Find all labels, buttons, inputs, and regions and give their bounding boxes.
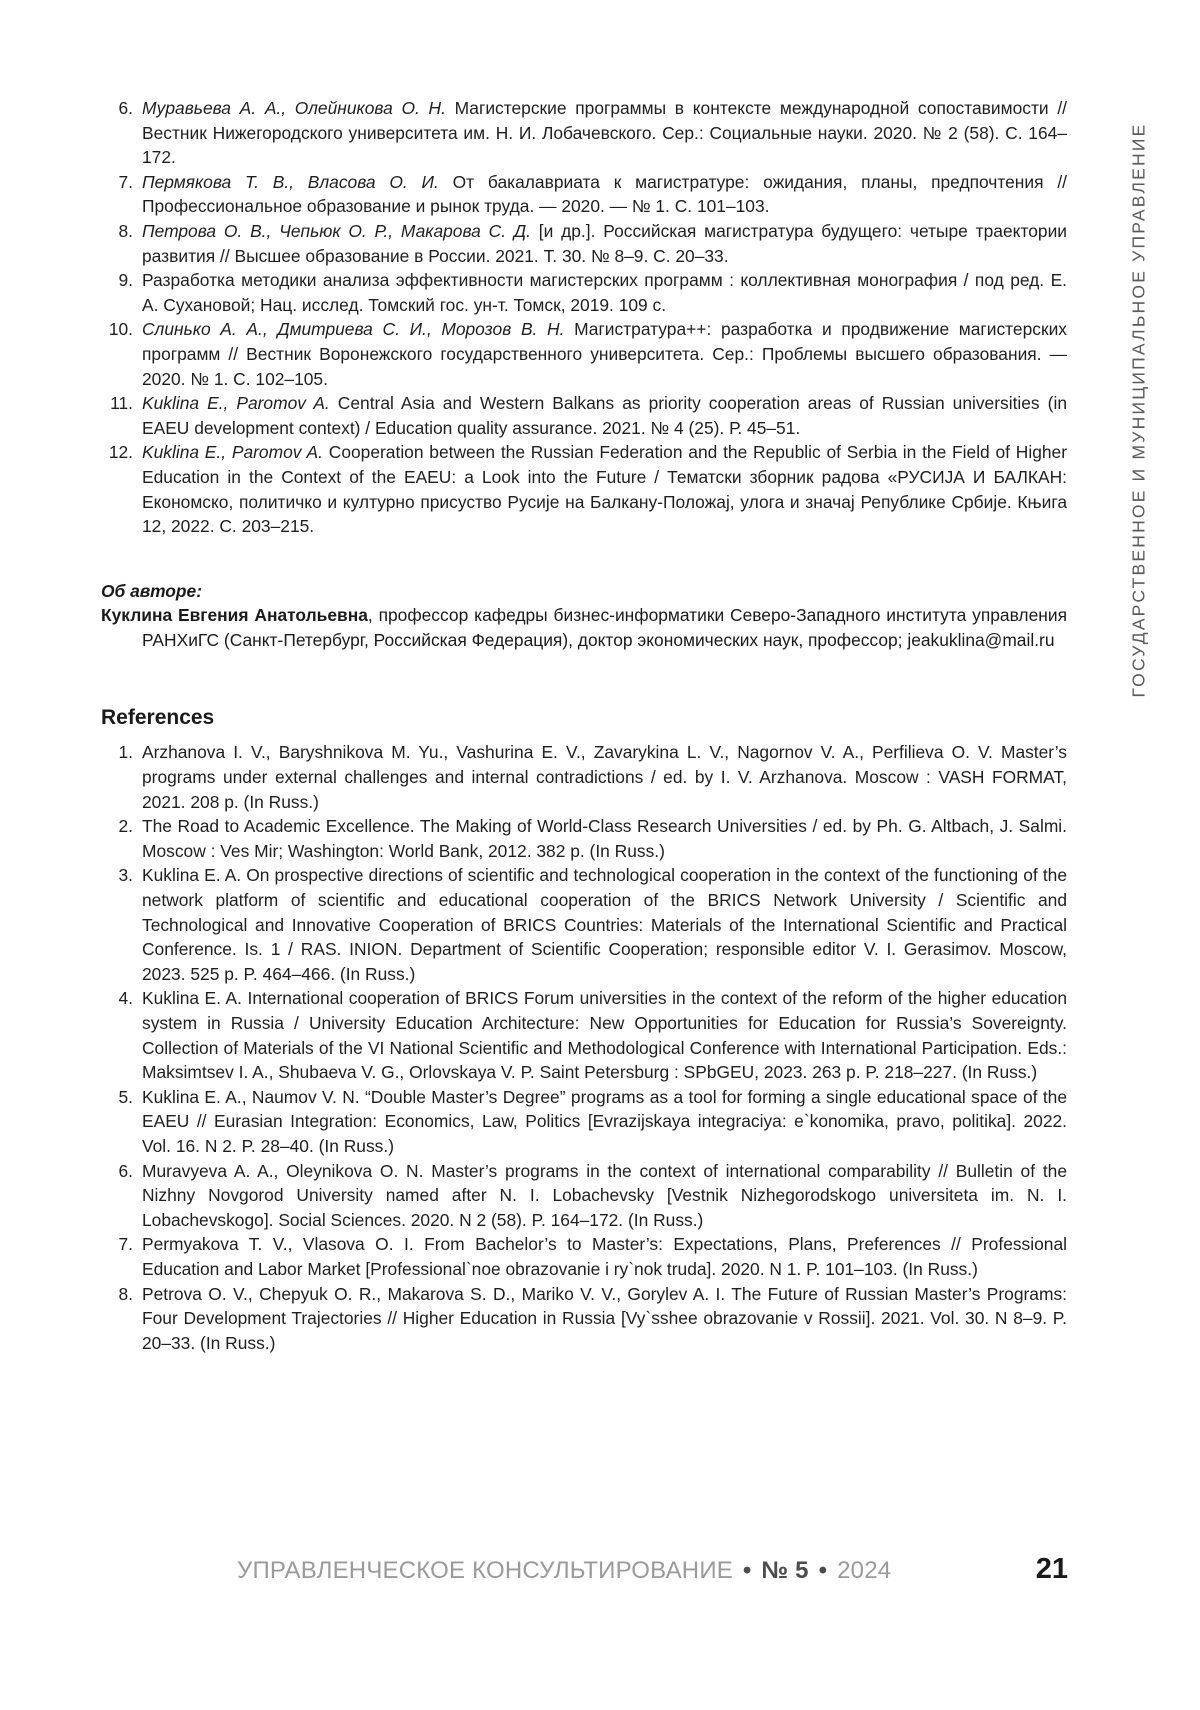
reference-number: 12. xyxy=(108,442,133,463)
reference-authors: Kuklina E., Paromov A. xyxy=(142,442,323,463)
reference-text: Магистерские программы в контексте международной сопоставимости // Вестник Нижегородского университета им. Н. И. Лобачевского. Сер.: Социальные науки. 2020. № 2 (58). С. 164–172. xyxy=(142,98,1068,168)
reference-item xyxy=(101,1085,1067,1159)
reference-item xyxy=(101,317,1067,391)
reference-text: Kuklina E. A. International cooperation of BRICS Forum universities in the context of the reform of the higher education system in Russia / University Education Architecture: New Opportunities for Education for Russia’s Sovereignty. Collection of Materials of the VI National Scientific and Methodological Conference with International Participation. Eds.: Maksimtsev I. A., Shubaeva V. G., Orlovskaya V. P. Saint Petersburg : SPbGEU, 2023. 263 p. P. 218–227. (In Russ.) xyxy=(142,988,1067,1083)
reference-item xyxy=(101,1282,1067,1356)
reference-item xyxy=(101,814,1067,863)
reference-number: 7. xyxy=(118,171,133,192)
reference-item xyxy=(101,391,1067,440)
reference-number: 4. xyxy=(118,988,133,1009)
reference-text: Petrova O. V., Chepyuk O. R., Makarova S. D., Mariko V. V., Gorylev A. I. The Future of Russian Master’s Programs: Four Development Trajectories // Higher Education in Russia [Vy`sshee obrazovanie v Rossii]. 2021. Vol. 30. N 8–9. P. 20–33. (In Russ.) xyxy=(142,1283,1067,1353)
reference-text: Разработка методики анализа эффективности магистерских программ : коллективная монография / под ред. Е. А. Сухановой; Нац. исслед. Томский гос. ун-т. Томск, 2019. 109 с. xyxy=(142,270,1067,315)
reference-text: The Road to Academic Excellence. The Making of World-Class Research Universities / ed. by Ph. G. Altbach, J. Salmi. Moscow : Ves Mir; Washington: World Bank, 2012. 382 p. (In Russ.) xyxy=(142,816,1067,861)
reference-number: 2. xyxy=(118,816,133,837)
reference-item xyxy=(101,740,1067,814)
reference-number: 8. xyxy=(118,1283,133,1304)
reference-item xyxy=(101,1232,1067,1281)
reference-number: 6. xyxy=(118,1160,133,1181)
section-side-title: ГОСУДАРСТВЕННОЕ И МУНИЦИПАЛЬНОЕ УПРАВЛЕНИЕ xyxy=(1128,122,1149,698)
russian-reference-list xyxy=(101,96,1067,539)
reference-item xyxy=(101,863,1067,986)
reference-number: 5. xyxy=(118,1086,133,1107)
journal-footer xyxy=(237,1557,891,1585)
issue-year: 2024 xyxy=(837,1557,892,1584)
journal-title: УПРАВЛЕНЧЕСКОЕ КОНСУЛЬТИРОВАНИЕ xyxy=(237,1557,733,1584)
reference-text: Cooperation between the Russian Federation and the Republic of Serbia in the Field of Higher Education in the Context of the EAEU: a Look into the Future / Тематски зборник радова «РУСИЈА И БАЛКАН: Економско, политичко и културно присуство Русије на Балкану-Положај, улога и значај Републике Србије. Књига 12, 2022. С. 203–215. xyxy=(142,442,1068,537)
footer-separator: • xyxy=(742,1557,752,1584)
reference-item xyxy=(101,986,1067,1084)
page-number: 21 xyxy=(1035,1553,1068,1585)
english-reference-list xyxy=(101,740,1067,1355)
reference-item xyxy=(101,440,1067,538)
reference-item xyxy=(101,219,1067,268)
reference-text: Muravyeva A. A., Oleynikova O. N. Master’s programs in the context of international comparability // Bulletin of the Nizhny Novgorod University named after N. I. Lobachevsky [Vestnik Nizhegorodskogo universiteta im. N. I. Lobachevskogo]. Social Sciences. 2020. N 2 (58). P. 164–172. (In Russ.) xyxy=(142,1160,1067,1230)
author-details: , профессор кафедры бизнес-информатики Северо-Западного института управления РАНХиГС (Санкт-Петербург, Российская Федерация), доктор экономических наук, профессор; jeakuklina@mail.ru xyxy=(142,605,1067,650)
reference-number: 3. xyxy=(118,865,133,886)
reference-item xyxy=(101,268,1067,317)
reference-text: Kuklina E. A., Naumov V. N. “Double Master’s Degree” programs as a tool for forming a single educational space of the EAEU // Eurasian Integration: Economics, Law, Politics [Evrazijskaya integraciya: e`konomika, pravo, politika]. 2022. Vol. 16. N 2. P. 28–40. (In Russ.) xyxy=(142,1086,1067,1156)
reference-authors: Петрова О. В., Чепьюк О. Р., Макарова С. Д. xyxy=(142,220,531,241)
footer-separator: • xyxy=(818,1557,828,1584)
reference-authors: Слинько А. А., Дмитриева С. И., Морозов В. Н. xyxy=(142,319,565,340)
page-content xyxy=(101,96,1067,1355)
reference-text: Arzhanova I. V., Baryshnikova M. Yu., Vashurina E. V., Zavarykina L. V., Nagornov V. A., Perfilieva O. V. Master’s programs under external challenges and internal contradictions / ed. by I. V. Arzhanova. Moscow : VASH FORMAT, 2021. 208 p. (In Russ.) xyxy=(142,742,1067,812)
reference-authors: Муравьева А. А., Олейникова О. Н. xyxy=(142,98,446,118)
reference-text: Central Asia and Western Balkans as priority cooperation areas of Russian universities (in EAEU development context) / Education quality assurance. 2021. № 4 (25). Р. 45–51. xyxy=(142,393,1067,438)
reference-number: 9. xyxy=(118,270,133,291)
reference-number: 10. xyxy=(108,319,133,340)
reference-text: Магистратура++: разработка и продвижение магистерских программ // Вестник Воронежского государственного университета. Сер.: Проблемы высшего образования. — 2020. № 1. С. 102–105. xyxy=(142,319,1067,389)
references-heading: References xyxy=(101,706,215,730)
reference-text: От бакалавриата к магистратуре: ожидания, планы, предпочтения // Профессиональное образование и рынок труда. — 2020. — № 1. С. 101–103. xyxy=(142,171,1067,217)
reference-number: 8. xyxy=(118,220,133,241)
about-author-heading: Об авторе: xyxy=(101,580,203,601)
reference-item xyxy=(101,1159,1067,1233)
reference-authors: Kuklina E., Paromov A. xyxy=(142,393,330,414)
reference-number: 1. xyxy=(118,742,133,763)
reference-text: [и др.]. Российская магистратура будущего: четыре траектории развития // Высшее образование в России. 2021. Т. 30. № 8–9. С. 20–33. xyxy=(142,220,1067,266)
reference-item xyxy=(101,170,1067,219)
reference-item xyxy=(101,96,1067,170)
reference-authors: Пермякова Т. В., Власова О. И. xyxy=(142,171,439,192)
author-name: Куклина Евгения Анатольевна xyxy=(101,605,368,626)
reference-text: Kuklina E. A. On prospective directions of scientific and technological cooperation in the context of the functioning of the network platform of scientific and educational cooperation of the BRICS Network University / Scientific and Technological and Innovative Cooperation of BRICS Countries: Materials of the International Scientific and Practical Conference. Is. 1 / RAS. INION. Department of Scientific Cooperation; responsible editor V. I. Gerasimov. Moscow, 2023. 525 p. P. 464–466. (In Russ.) xyxy=(142,865,1067,984)
reference-number: 7. xyxy=(118,1234,133,1255)
reference-number: 6. xyxy=(118,98,133,118)
about-author-text xyxy=(101,603,1067,652)
issue-number: № 5 xyxy=(761,1557,809,1584)
reference-number: 11. xyxy=(110,393,133,414)
reference-text: Permyakova T. V., Vlasova O. I. From Bachelor’s to Master’s: Expectations, Plans, Preferences // Professional Education and Labor Market [Professional`noe obrazovanie i ry`nok truda]. 2020. N 1. P. 101–103. (In Russ.) xyxy=(142,1234,1067,1279)
